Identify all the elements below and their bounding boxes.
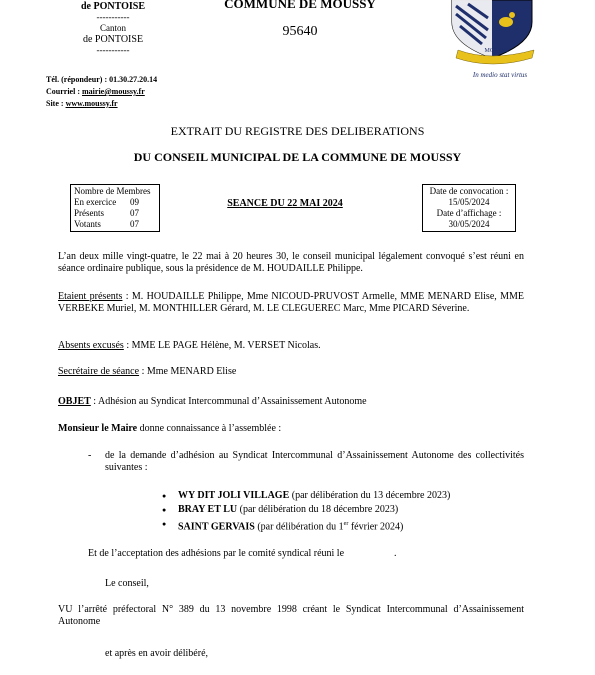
site-line	[46, 98, 157, 110]
objet-label: OBJET	[58, 396, 91, 407]
le-conseil: Le conseil,	[105, 578, 149, 589]
list-item	[162, 489, 522, 503]
collectivite-detail: (par délibération du 1	[254, 521, 344, 533]
coat-of-arms	[440, 0, 550, 80]
members-value: 07	[130, 208, 139, 218]
presents-label: Etaient présents	[58, 291, 123, 302]
members-box	[70, 184, 160, 232]
objet-text: : Adhésion au Syndicat Intercommunal d’Assainissement Autonome	[90, 396, 367, 407]
members-label: En exercice	[74, 197, 117, 207]
collectivite-name: SAINT GERVAIS	[178, 521, 255, 533]
list-dash: -	[88, 450, 92, 461]
convocation-date: 15/05/2024	[448, 197, 490, 207]
presents-text: : M. HOUDAILLE Philippe, Mme NICOUD-PRUVOST Armelle, MME MENARD Elise, MME VERBEKE Muriel, M. MONTHILLER Gérard, M. LE CLEGUEREC Marc, Mme PICARD Séverine.	[58, 291, 524, 314]
members-row	[74, 208, 156, 219]
acceptation-line	[88, 548, 397, 560]
crest-banner-text: MOUSSY	[484, 48, 510, 54]
members-value: 07	[130, 219, 139, 229]
canton-label: Canton	[100, 23, 126, 33]
email-line	[46, 86, 157, 98]
secretaire-text: : Mme MENARD Elise	[139, 366, 237, 377]
list-item	[162, 503, 522, 517]
collectivite-name: WY DIT JOLI VILLAGE	[178, 490, 290, 501]
vu-paragraph: VU l’arrêté préfectoral N° 389 du 13 novembre 1998 créant le Syndicat Intercommunal d’Assainissement Autonome	[58, 604, 524, 627]
apres-deliberation: et après en avoir délibéré,	[105, 648, 209, 659]
title-line-2: DU CONSEIL MUNICIPAL DE LA COMMUNE DE MOUSSY	[133, 150, 462, 164]
presents-paragraph	[58, 291, 524, 315]
title-line-1: EXTRAIT DU REGISTRE DES DELIBERATIONS	[170, 124, 425, 138]
members-label: Votants	[74, 219, 101, 229]
dates-box	[422, 184, 516, 232]
members-label: Présents	[74, 208, 104, 218]
separator: -----------	[96, 45, 130, 55]
crest-shield-icon	[440, 0, 550, 80]
arrondissement-city: de PONTOISE	[81, 1, 145, 12]
collectivite-detail: (par délibération du 18 décembre 2023)	[237, 504, 399, 515]
ordinal-sup: er	[343, 521, 349, 527]
collectivite-detail-end: février 2024)	[348, 521, 404, 533]
maire-label: Monsieur le Maire	[58, 423, 138, 434]
site-label: Site :	[46, 99, 66, 108]
postcode: 95640	[282, 24, 318, 39]
convocation-label: Date de convocation :	[429, 186, 509, 196]
acceptation-text: Et de l’acceptation des adhésions par le comité syndical réuni le	[88, 548, 345, 559]
seance-date: SEANCE DU 22 MAI 2024	[227, 198, 343, 209]
intro-paragraph: L’an deux mille vingt-quatre, le 22 mai à 20 heures 30, le conseil municipal légalement convoqué s’est réuni en séance ordinaire publique, sous la présidence de M. HOUDAILLE Philippe.	[58, 251, 524, 274]
members-value: 09	[130, 197, 139, 207]
list-item	[162, 517, 522, 534]
affichage-label: Date d’affichage :	[436, 208, 502, 218]
secretaire-label: Secrétaire de séance	[58, 366, 140, 377]
demande-paragraph: de la demande d’adhésion au Syndicat Intercommunal d’Assainissement Autonome des collectivités suivantes :	[105, 450, 524, 473]
collectivites-list	[162, 489, 522, 534]
absents-label: Absents excusés	[58, 340, 124, 351]
objet-paragraph	[58, 396, 524, 408]
members-heading: Nombre de Membres	[74, 186, 151, 196]
members-row	[74, 197, 156, 208]
maire-text: donne connaissance à l’assemblée :	[137, 423, 282, 434]
phone-line: Tél. (répondeur) : 01.30.27.20.14	[46, 75, 158, 84]
email-link[interactable]: mairie@moussy.fr	[82, 87, 145, 96]
separator: -----------	[96, 12, 130, 22]
maire-paragraph	[58, 423, 524, 435]
collectivite-detail: (par délibération du 13 décembre 2023)	[289, 490, 451, 501]
motto: In medio stat virtus	[472, 71, 528, 79]
letterhead-left	[58, 1, 168, 56]
secretaire-paragraph	[58, 366, 524, 378]
canton-city: de PONTOISE	[82, 34, 144, 45]
absents-text: : MME LE PAGE Hélène, M. VERSET Nicolas.	[123, 340, 321, 351]
contact-block	[46, 74, 157, 110]
email-label: Courriel :	[46, 87, 82, 96]
absents-paragraph	[58, 340, 524, 352]
members-row	[74, 219, 156, 230]
collectivite-name: BRAY ET LU	[178, 504, 238, 515]
commune-name: COMMUNE DE MOUSSY	[224, 0, 376, 11]
acceptation-end: .	[394, 548, 397, 559]
site-link[interactable]: www.moussy.fr	[65, 99, 118, 108]
affichage-date: 30/05/2024	[448, 219, 490, 229]
